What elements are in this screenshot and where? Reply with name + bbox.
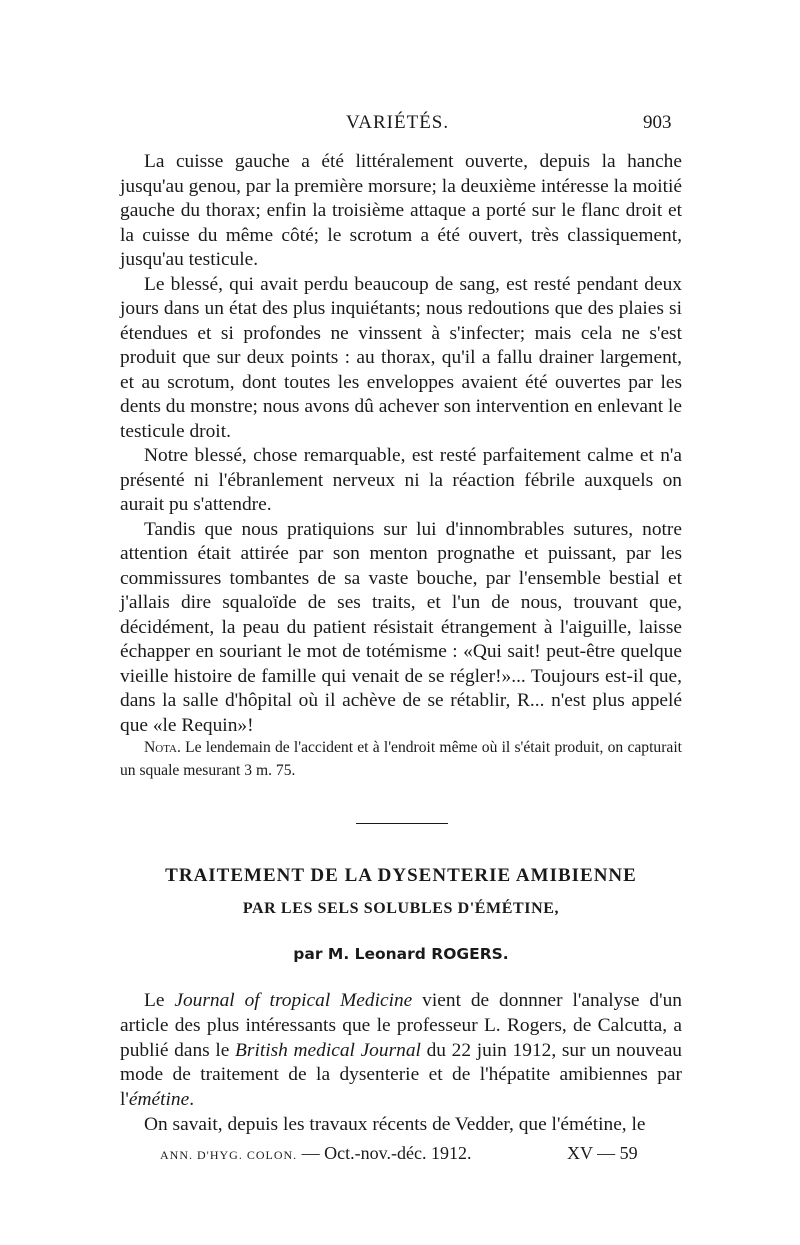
footer-date: Oct.-nov.-déc. 1912. xyxy=(324,1143,472,1163)
section-divider xyxy=(356,823,448,824)
page-number: 903 xyxy=(643,112,672,133)
signature-mark: XV — 59 xyxy=(567,1143,638,1163)
paragraph: Le blessé, qui avait perdu beaucoup de sang, est resté pendant deux jours dans un état des plus inquiétants; nous redoutions que des plaies si étendues et si profondes ne vinssent à s'infecter; mais cela ne s'est produit que sur deux points : au thorax, qu'il a fallu drainer largement, et au scrotum, dont toutes les enveloppes avaient été ouvertes par les dents du monstre; nous avons dû achever son intervention en enlevant le testicule droit. xyxy=(120,273,682,442)
text-run: du 22 juin 1912, sur un nouveau mode de traitement de la dysenterie et de l'hépatite amibiennes par l' xyxy=(120,1039,682,1111)
running-head xyxy=(0,112,800,142)
italic-title: Journal of tropical Medicine xyxy=(174,990,413,1011)
footer-dash: — xyxy=(297,1143,325,1163)
nota-label: Nota. xyxy=(144,739,181,756)
page-footer xyxy=(120,1143,682,1167)
nota-text: Le lendemain de l'accident et à l'endroit même où il s'était produit, on capturait un squale mesurant 3 m. 75. xyxy=(120,739,682,779)
article-title: TRAITEMENT DE LA DYSENTERIE AMIBIENNE xyxy=(165,865,637,886)
journal-abbrev: ANN. D'HYG. COLON. xyxy=(160,1148,298,1162)
italic-title: British medical Journal xyxy=(235,1039,421,1061)
article2-body xyxy=(120,989,682,1138)
paragraph: Notre blessé, chose remarquable, est resté parfaitement calme et n'a présenté ni l'ébranlement nerveux ni la réaction fébrile auxquels on aurait pu s'attendre. xyxy=(120,445,682,515)
footer-journal xyxy=(160,1143,471,1164)
paragraph xyxy=(120,989,682,1113)
paragraph: La cuisse gauche a été littéralement ouverte, depuis la hanche jusqu'au genou, par la première morsure; la deuxième intéresse la moitié gauche du thorax; enfin la troisième attaque a porté sur le flanc droit et la cuisse du même côté; le scrotum a été ouvert, très classiquement, jusqu'au testicule. xyxy=(120,151,682,270)
text-run: . xyxy=(189,1089,195,1111)
article-subtitle: PAR LES SELS SOLUBLES D'ÉMÉTINE, xyxy=(242,900,560,917)
text-run: vient de donnner l'analyse d'un article des plus intéressants que le professeur L. Rogers, de Calcutta, a publié dans le xyxy=(120,990,682,1061)
italic-term: émétine xyxy=(128,1089,190,1111)
paragraph: On savait, depuis les travaux récents de Vedder, que l'émétine, le xyxy=(144,1113,646,1135)
nota-note xyxy=(120,737,682,782)
running-head-title: VARIÉTÉS. xyxy=(346,112,450,133)
paragraph: Tandis que nous pratiquions sur lui d'innombrables sutures, notre attention était attirée par son menton prognathe et puissant, par les commissures tombantes de sa vaste bouche, par l'ensemble bestial et j'allais dire squaloïde de ses traits, et l'un de nous, trouvant que, décidément, la peau du patient résistait étrangement à l'aiguille, laisse échapper en souriant le mot de totémisme : «Qui sait! peut-être quelque vieille histoire de famille qui venait de se régler!»... Toujours est-il que, dans la salle d'hôpital où il achève de se rétablir, R... n'est plus appelé que «le Requin»! xyxy=(120,518,682,736)
article-body xyxy=(120,150,682,738)
article-byline: par M. Leonard ROGERS. xyxy=(293,945,509,963)
text-run: Le xyxy=(144,990,175,1011)
